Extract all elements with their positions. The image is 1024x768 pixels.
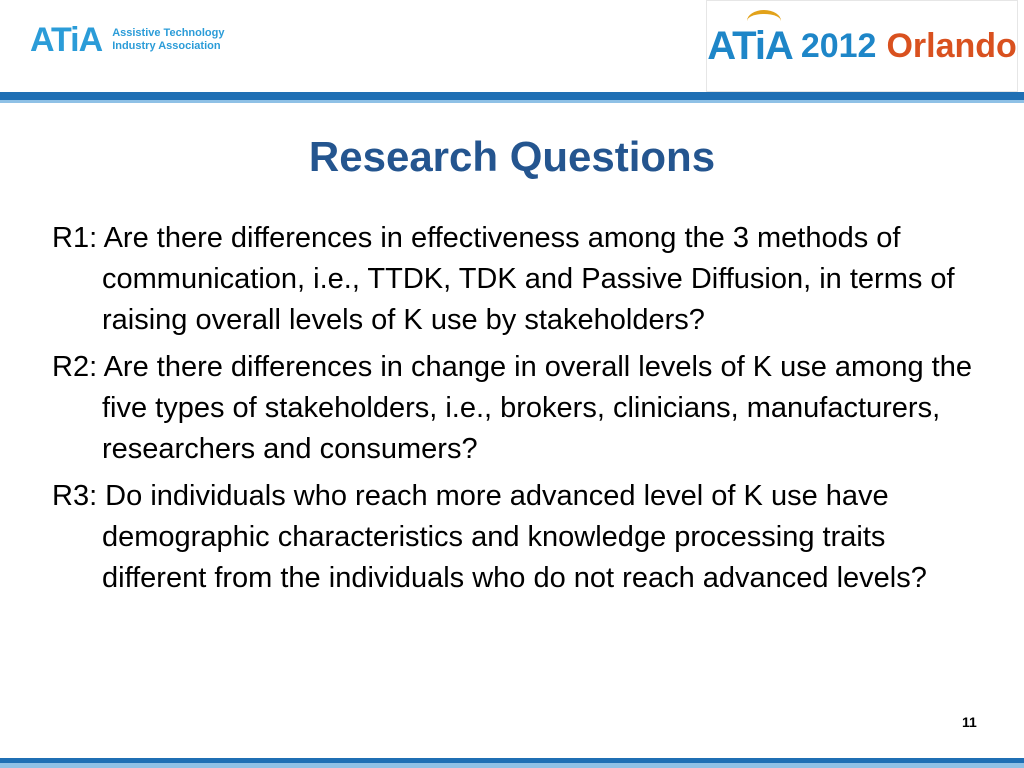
slide-title: Research Questions [308, 133, 716, 180]
atia-logo-mark: ATiA [30, 20, 103, 59]
atia-2012-orlando-logo [706, 0, 1018, 92]
logo-arc-icon [747, 10, 781, 32]
atia-logo-text [112, 27, 224, 53]
atia-association-logo [30, 18, 224, 62]
question-r1: R1: Are there differences in effectiveness among the 3 methods of communication, i.e., TTDK, TDK and Passive Diffusion, in terms of raising overall levels of K use by stakeholders? [52, 222, 955, 336]
logo-year: 2012 [800, 26, 877, 65]
atia-logo-line1: Assistive Technology [112, 27, 225, 39]
question-r2: R2: Are there differences in change in overall levels of K use among the five types of stakeholders, i.e., brokers, clinicians, manufacturers, researchers and consumers? [52, 351, 972, 465]
footer-band-light [0, 763, 1024, 768]
atia-2012-logo-mark [707, 24, 793, 69]
atia-logo-line2: Industry Association [112, 40, 221, 52]
question-r3: R3: Do individuals who reach more advanced level of K use have demographic characteristics and knowledge processing traits different from the individuals who do not reach advanced levels? [52, 480, 927, 594]
header-divider-band-light [0, 100, 1024, 103]
page-number: 11 [962, 714, 977, 730]
slide-header [0, 0, 1024, 100]
question-list [52, 218, 982, 605]
atia-2012-logo-mark-text: ATiA [707, 23, 793, 68]
header-divider-band [0, 92, 1024, 100]
logo-city: Orlando [886, 26, 1017, 65]
